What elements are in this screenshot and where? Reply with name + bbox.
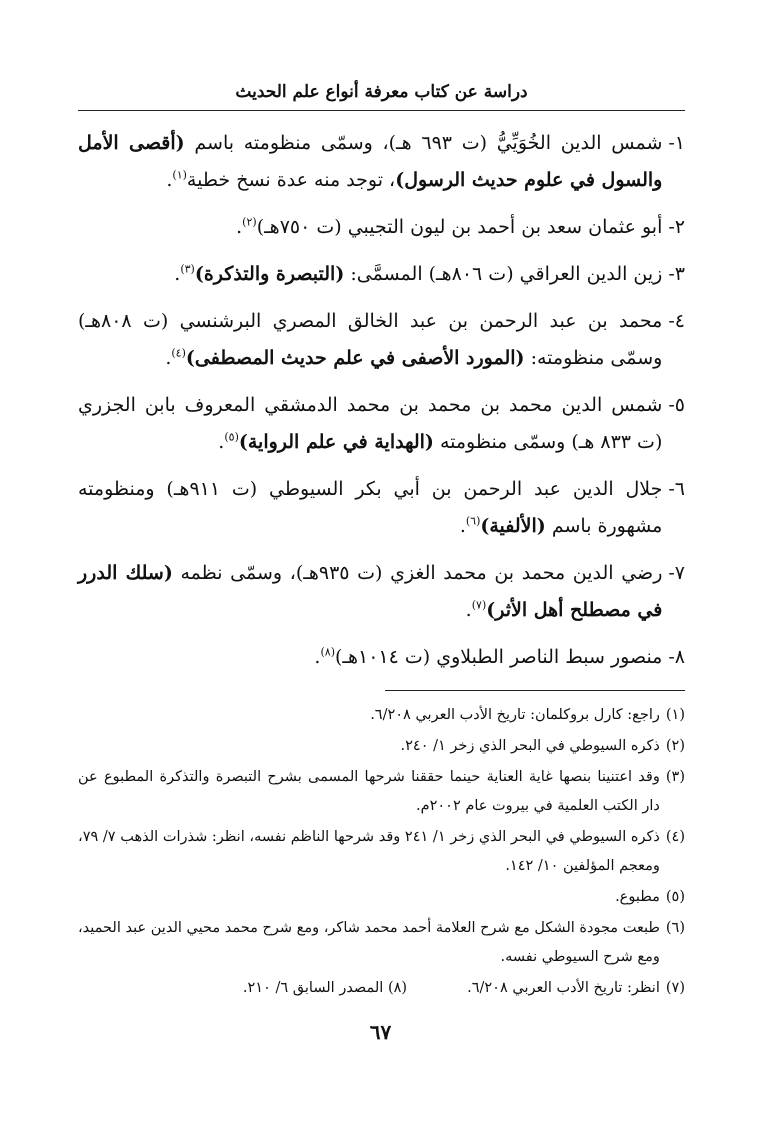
entry-text: أبو عثمان سعد بن أحمد بن ليون التجيبي (ت ٧٥٠هـ)$^{(٢)}$. — [236, 215, 663, 238]
running-header: دراسة عن كتاب معرفة أنواع علم الحديث — [235, 82, 528, 102]
entry-number: ٢- — [668, 216, 685, 238]
footnote-ref: (٢) — [242, 215, 257, 229]
footnote-number: (٥) — [665, 889, 685, 905]
list-item — [78, 125, 685, 199]
entry-number: ٤- — [668, 310, 685, 332]
entry-number: ٦- — [668, 478, 685, 500]
footnote — [78, 823, 685, 881]
footnote-number: (١) — [665, 707, 685, 723]
footnote-ref: (٣) — [180, 262, 195, 276]
footnote — [78, 732, 685, 761]
entry-number: ٥- — [668, 394, 685, 416]
footnote — [78, 763, 685, 821]
entry-title: (المورد الأصفى في علم حديث المصطفى) — [185, 347, 525, 369]
entry-title: (أقصى الأمل والسول في علوم حديث الرسول) — [78, 132, 663, 191]
footnote-text: وقد اعتنينا بنصها غاية العناية حينما حققنا شرحها المسمى بشرح التبصرة والتذكرة المطبوع عن دار الكتب العلمية في بيروت عام ٢٠٠٢م. — [78, 769, 660, 814]
list-item — [78, 303, 685, 377]
entry-title: (سلك الدرر في مصطلح أهل الأثر) — [78, 562, 663, 621]
entry-number: ٨- — [668, 646, 685, 668]
footnote-number: (٤) — [665, 829, 685, 845]
footnote-text: راجع: كارل بروكلمان: تاريخ الأدب العربي ٦/٢٠٨. — [370, 707, 660, 723]
footnote-number: (٧) — [665, 980, 685, 996]
list-item — [78, 555, 685, 629]
footnote-text: انظر: تاريخ الأدب العربي ٦/٢٠٨. — [467, 980, 660, 996]
entry-text: محمد بن عبد الرحمن بن عبد الخالق المصري البرشنسي (ت ٨٠٨هـ) وسمّى منظومته: (المورد الأصفى في علم حديث المصطفى)$^{(٤)}$. — [78, 310, 663, 369]
entry-title: (الألفية) — [480, 515, 546, 537]
list-item — [78, 209, 685, 246]
footnote — [78, 914, 685, 972]
footnote-number: (٢) — [665, 738, 685, 754]
footnote — [78, 883, 685, 912]
entry-text: جلال الدين عبد الرحمن بن أبي بكر السيوطي (ت ٩١١هـ) ومنظومته مشهورة باسم (الألفية)$^{(٦)}$. — [78, 478, 663, 537]
footnote-pair — [78, 974, 685, 1003]
list-item — [78, 256, 685, 293]
footnote-rule — [385, 690, 685, 691]
entry-text: زين الدين العراقي (ت ٨٠٦هـ) المسمَّى: (التبصرة والتذكرة)$^{(٣)}$. — [174, 262, 663, 285]
footnotes — [78, 701, 685, 1003]
header-rule — [78, 110, 685, 111]
entry-text: شمس الدين محمد بن محمد بن محمد الدمشقي المعروف بابن الجزري (ت ٨٣٣ هـ) وسمّى منظومته (الهداية في علم الرواية)$^{(٥)}$. — [78, 394, 663, 453]
footnote-ref: (٥) — [224, 430, 239, 444]
footnote-ref: (٤) — [171, 346, 186, 360]
footnote-text: ذكره السيوطي في البحر الذي زخر ١/ ٢٤٠. — [400, 738, 660, 754]
entry-title: (التبصرة والتذكرة) — [194, 263, 345, 285]
book-page — [78, 80, 685, 1005]
footnote-number: (٦) — [665, 920, 685, 936]
footnote-number: (٣) — [665, 769, 685, 785]
entry-number: ٧- — [668, 562, 685, 584]
footnote-text: المصدر السابق ٦/ ٢١٠. — [242, 980, 384, 996]
list-item — [78, 639, 685, 676]
footnote-text: مطبوع. — [615, 889, 660, 905]
entry-number: ٣- — [668, 263, 685, 285]
footnote-number: (٨) — [387, 980, 408, 996]
footnote — [78, 701, 685, 730]
entry-text: رضي الدين محمد بن محمد الغزي (ت ٩٣٥هـ)، وسمّى نظمه (سلك الدرر في مصطلح أهل الأثر)$^{(٧)}$. — [78, 562, 663, 621]
entry-number: ١- — [668, 132, 685, 154]
list-item — [78, 471, 685, 545]
entry-text: شمس الدين الخُوَيِّيُّ (ت ٦٩٣ هـ)، وسمّى منظومته باسم (أقصى الأمل والسول في علوم حديث الرسول)، توجد منه عدة نسخ خطية$^{(١)}$. — [78, 132, 663, 191]
footnote-text: ذكره السيوطي في البحر الذي زخر ١/ ٢٤١ وقد شرحها الناظم نفسه، انظر: شذرات الذهب ٧/ ٧٩، ومعجم المؤلفين ١٠/ ١٤٢. — [78, 829, 660, 874]
page-number: ٦٧ — [369, 1020, 392, 1044]
list-item — [78, 387, 685, 461]
footnote-ref: (٨) — [320, 645, 335, 659]
footnote-ref: (١) — [172, 168, 187, 182]
footnote-ref: (٦) — [465, 514, 481, 528]
entry-text: منصور سبط الناصر الطبلاوي (ت ١٠١٤هـ)$^{(٨)}$. — [314, 645, 663, 668]
footnote-ref: (٧) — [471, 598, 487, 612]
footnote-text: طبعت مجودة الشكل مع شرح العلامة أحمد محمد شاكر، ومع شرح محمد محيي الدين عبد الحميد، ومع شرح السيوطي نفسه. — [78, 920, 660, 965]
entries-list — [78, 125, 685, 676]
entry-title: (الهداية في علم الرواية) — [238, 431, 434, 453]
